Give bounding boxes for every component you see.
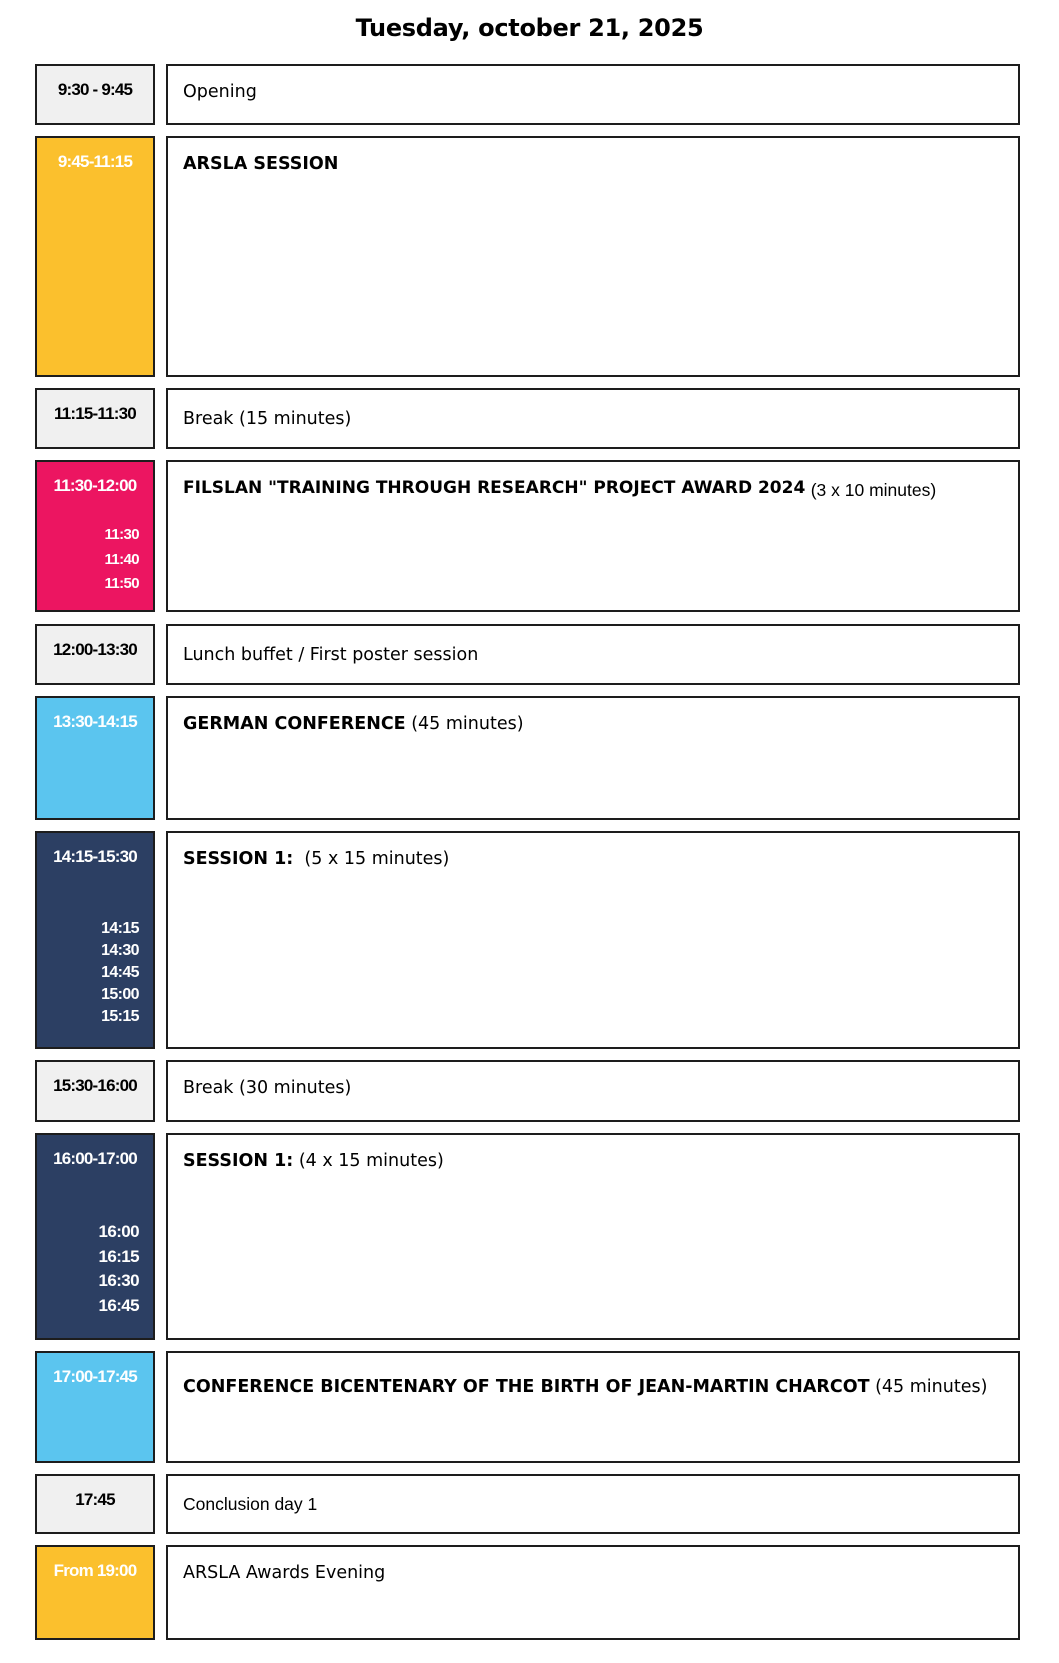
event-box bbox=[166, 1545, 1020, 1640]
event-text bbox=[183, 1078, 351, 1098]
time-range: 11:30-12:00 bbox=[53, 476, 137, 495]
event-text bbox=[183, 477, 936, 498]
event-detail: Break (15 minutes) bbox=[183, 409, 352, 429]
time-range: 9:30 - 9:45 bbox=[57, 80, 133, 99]
time-slot bbox=[35, 831, 155, 1049]
time-slot bbox=[35, 1545, 155, 1640]
sub-time-list bbox=[99, 1220, 139, 1318]
time-slot bbox=[35, 1474, 155, 1534]
sub-time: 16:30 bbox=[98, 1271, 139, 1290]
sub-time: 14:45 bbox=[101, 964, 139, 981]
event-detail: ARSLA Awards Evening bbox=[183, 1563, 386, 1583]
time-range: 17:45 bbox=[75, 1490, 115, 1509]
event-box bbox=[166, 1474, 1020, 1534]
time-range: 17:00-17:45 bbox=[53, 1367, 137, 1386]
event-text bbox=[183, 82, 257, 102]
sub-time: 16:00 bbox=[98, 1222, 139, 1241]
event-text bbox=[183, 409, 351, 429]
schedule-row-awards-evening bbox=[35, 1545, 1020, 1640]
event-box bbox=[166, 1133, 1020, 1340]
schedule-row-conclusion bbox=[35, 1474, 1020, 1534]
event-text bbox=[183, 1563, 385, 1583]
schedule-row-filslan-award bbox=[35, 460, 1020, 612]
schedule-row-lunch bbox=[35, 624, 1020, 685]
sub-time: 11:40 bbox=[104, 550, 139, 568]
event-box bbox=[166, 1351, 1020, 1463]
event-detail: Opening bbox=[183, 82, 257, 102]
event-box bbox=[166, 624, 1020, 685]
event-text bbox=[183, 849, 449, 869]
time-range: 11:15-11:30 bbox=[54, 404, 136, 423]
time-slot bbox=[35, 1060, 155, 1122]
time-range: 13:30-14:15 bbox=[53, 712, 137, 731]
event-box bbox=[166, 64, 1020, 125]
event-box bbox=[166, 388, 1020, 449]
event-box bbox=[166, 136, 1020, 377]
event-detail: (45 minutes) bbox=[411, 714, 524, 734]
event-box bbox=[166, 460, 1020, 612]
page-title: Tuesday, october 21, 2025 bbox=[355, 14, 704, 42]
schedule-row-arsla-session bbox=[35, 136, 1020, 377]
time-slot bbox=[35, 1133, 155, 1340]
time-range: 9:45-11:15 bbox=[57, 152, 133, 171]
sub-time: 11:50 bbox=[104, 575, 139, 592]
event-detail: Conclusion day 1 bbox=[183, 1494, 318, 1514]
time-slot bbox=[35, 1351, 155, 1463]
schedule-row-break-30 bbox=[35, 1060, 1020, 1122]
event-title: SESSION 1: bbox=[183, 849, 294, 869]
event-text bbox=[183, 1494, 317, 1515]
event-title: FILSLAN "TRAINING THROUGH RESEARCH" PROJECT AWARD 2024 bbox=[183, 478, 806, 498]
schedule-row-break-15 bbox=[35, 388, 1020, 449]
event-text bbox=[183, 1151, 444, 1171]
event-detail: Lunch buffet / First poster session bbox=[183, 645, 479, 665]
event-text bbox=[183, 1377, 987, 1397]
sub-time: 11:30 bbox=[104, 526, 139, 543]
sub-time: 14:30 bbox=[101, 942, 139, 959]
schedule-row-session-1a bbox=[35, 831, 1020, 1049]
schedule-row-opening bbox=[35, 64, 1020, 125]
event-text bbox=[183, 154, 338, 174]
event-box bbox=[166, 831, 1020, 1049]
event-detail: Break (30 minutes) bbox=[183, 1078, 352, 1098]
schedule-row-german-conference bbox=[35, 696, 1020, 820]
sub-time: 14:15 bbox=[101, 920, 139, 937]
sub-time: 15:00 bbox=[101, 986, 139, 1003]
event-box bbox=[166, 1060, 1020, 1122]
event-detail: (3 x 10 minutes) bbox=[810, 480, 937, 500]
sub-time: 16:15 bbox=[98, 1246, 139, 1266]
time-range: 16:00-17:00 bbox=[53, 1149, 137, 1168]
event-title: GERMAN CONFERENCE bbox=[183, 714, 406, 734]
event-text bbox=[183, 645, 478, 665]
time-range: From 19:00 bbox=[53, 1561, 137, 1580]
time-range: 14:15-15:30 bbox=[53, 847, 137, 866]
event-title: ARSLA SESSION bbox=[183, 154, 339, 174]
event-title: SESSION 1: bbox=[183, 1151, 294, 1171]
time-slot bbox=[35, 136, 155, 377]
time-range: 12:00-13:30 bbox=[53, 640, 137, 659]
sub-time: 15:15 bbox=[101, 1008, 139, 1025]
time-slot bbox=[35, 388, 155, 449]
event-text bbox=[183, 714, 524, 734]
time-slot bbox=[35, 624, 155, 685]
time-slot bbox=[35, 460, 155, 612]
schedule-row-charcot-conference bbox=[35, 1351, 1020, 1463]
schedule-row-session-1b bbox=[35, 1133, 1020, 1340]
sub-time-list bbox=[104, 523, 139, 597]
sub-time-list bbox=[101, 918, 139, 1028]
event-detail: (45 minutes) bbox=[875, 1377, 988, 1397]
event-title: CONFERENCE BICENTENARY OF THE BIRTH OF JEAN-MARTIN CHARCOT bbox=[183, 1377, 870, 1397]
event-detail: (5 x 15 minutes) bbox=[304, 849, 450, 869]
time-slot bbox=[35, 696, 155, 820]
time-range: 15:30-16:00 bbox=[53, 1076, 137, 1095]
time-slot bbox=[35, 64, 155, 125]
sub-time: 16:45 bbox=[98, 1295, 139, 1315]
event-detail: (4 x 15 minutes) bbox=[298, 1151, 444, 1171]
event-box bbox=[166, 696, 1020, 820]
